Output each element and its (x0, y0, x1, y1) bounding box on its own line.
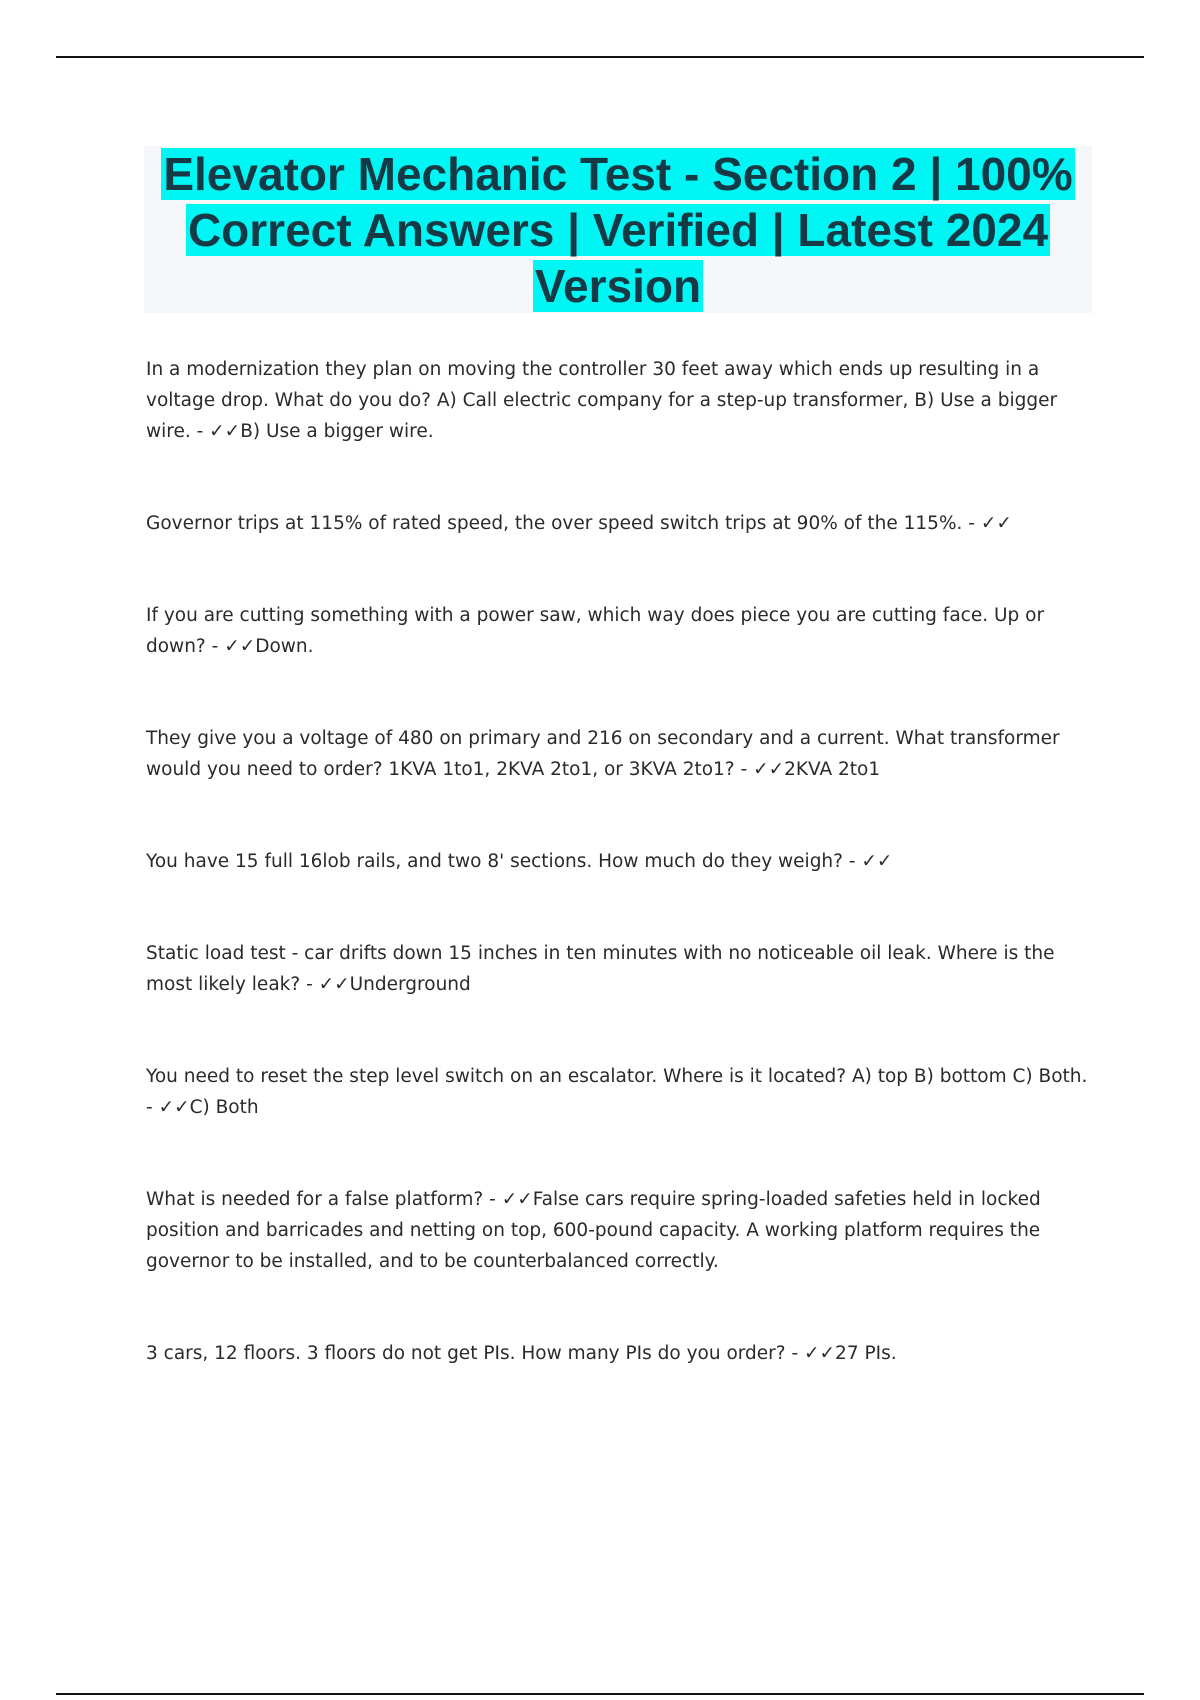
qa-item (146, 1061, 1096, 1123)
double-check-icon: ✓✓ (980, 513, 1012, 534)
qa-question: In a modernization they plan on moving the controller 30 feet away which ends up resulting in a voltage drop. What do you do? A) Call electric company for a step-up transformer, B) Use a bigger wire. - (146, 359, 1058, 442)
qa-answer: 27 PIs. (835, 1343, 897, 1364)
double-check-icon: ✓✓ (158, 1097, 190, 1118)
qa-item (146, 723, 1096, 785)
double-check-icon: ✓✓ (501, 1189, 533, 1210)
qa-answer: Underground (349, 974, 471, 995)
double-check-icon: ✓✓ (224, 636, 256, 657)
double-check-icon: ✓✓ (318, 974, 350, 995)
qa-answer: 2KVA 2to1 (784, 759, 881, 780)
document-title-box (144, 146, 1092, 313)
footer-rule (56, 1693, 1144, 1695)
qa-item (146, 1338, 1096, 1369)
qa-answer: C) Both (189, 1097, 259, 1118)
qa-question: Static load test - car drifts down 15 inches in ten minutes with no noticeable oil leak. Where is the most likely leak? - (146, 943, 1055, 995)
qa-question: If you are cutting something with a power saw, which way does piece you are cutting face. Up or down? - (146, 605, 1045, 657)
qa-list (146, 354, 1096, 1369)
qa-item (146, 600, 1096, 662)
qa-question: You need to reset the step level switch on an escalator. Where is it located? A) top B) bottom C) Both. - (146, 1066, 1088, 1118)
qa-question: What is needed for a false platform? - (146, 1189, 502, 1210)
double-check-icon: ✓✓ (804, 1343, 836, 1364)
qa-question: They give you a voltage of 480 on primary and 216 on secondary and a current. What transformer would you need to order? 1KVA 1to1, 2KVA 2to1, or 3KVA 2to1? - (146, 728, 1060, 780)
document-title: Elevator Mechanic Test - Section 2 | 100% Correct Answers | Verified | Latest 2024 Version (163, 148, 1073, 312)
qa-answer: Down. (255, 636, 314, 657)
double-check-icon: ✓✓ (209, 421, 241, 442)
qa-item (146, 846, 1096, 877)
qa-question: You have 15 full 16lob rails, and two 8' sections. How much do they weigh? - (146, 851, 862, 872)
qa-item (146, 938, 1096, 1000)
header-rule (56, 56, 1144, 58)
double-check-icon: ✓✓ (753, 759, 785, 780)
qa-answer: False cars require spring-loaded safeties held in locked position and barricades and netting on top, 600-pound capacity. A working platform requires the governor to be installed, and to be counterbalanced correctly. (146, 1189, 1041, 1272)
qa-answer: B) Use a bigger wire. (240, 421, 434, 442)
qa-item (146, 354, 1096, 447)
qa-question: 3 cars, 12 floors. 3 floors do not get PIs. How many PIs do you order? - (146, 1343, 805, 1364)
qa-item (146, 508, 1096, 539)
double-check-icon: ✓✓ (861, 851, 893, 872)
qa-question: Governor trips at 115% of rated speed, the over speed switch trips at 90% of the 115%. - (146, 513, 981, 534)
qa-item (146, 1184, 1096, 1277)
